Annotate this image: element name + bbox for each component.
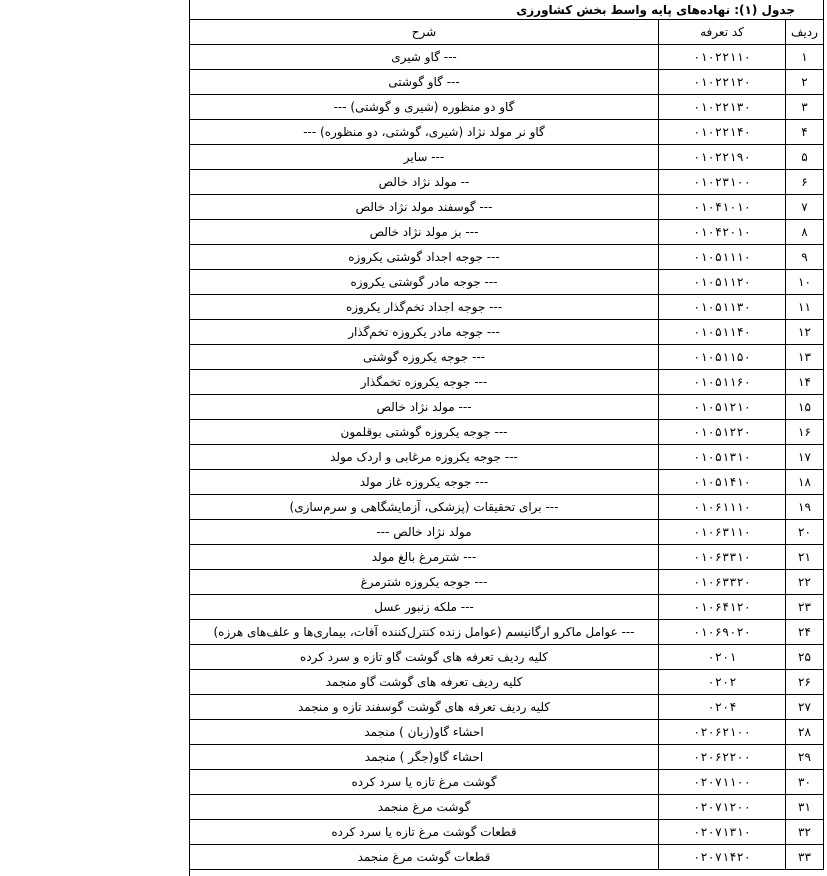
row-number: ۲۲: [786, 570, 824, 595]
row-description: -- مولد نژاد خالص: [190, 170, 659, 195]
row-number: ۲۸: [786, 720, 824, 745]
row-number: ۸: [786, 220, 824, 245]
row-description: کلیه ردیف تعرفه های گوشت گاو تازه و سرد کرده: [190, 645, 659, 670]
row-description: --- عوامل ماکرو ارگانیسم (عوامل زنده کنترل‌کننده آفات، بیماری‌ها و علف‌های هرزه): [190, 620, 659, 645]
tariff-code: ۰۲۰۶۲۱۰۰: [659, 720, 786, 745]
row-number: ۵: [786, 145, 824, 170]
row-description: --- جوجه مادر یکروزه تخم‌گذار: [190, 320, 659, 345]
table-row: [190, 320, 824, 345]
table-row: [190, 770, 824, 795]
row-number: ۳۱: [786, 795, 824, 820]
table-row: [190, 145, 824, 170]
table-row: [190, 45, 824, 70]
table-row: [190, 620, 824, 645]
row-description: گوشت مرغ تازه یا سرد کرده: [190, 770, 659, 795]
tariff-code: ۰۱۰۵۱۱۶۰: [659, 370, 786, 395]
table-row: [190, 720, 824, 745]
table-row: [190, 545, 824, 570]
tariff-code: ۰۱۰۵۱۱۴۰: [659, 320, 786, 345]
tariff-code: ۰۱۰۵۱۱۲۰: [659, 270, 786, 295]
tariff-table: [189, 0, 824, 870]
row-description: --- سایر: [190, 145, 659, 170]
row-number: ۴: [786, 120, 824, 145]
tariff-code: ۰۱۰۴۱۰۱۰: [659, 195, 786, 220]
table-row: [190, 445, 824, 470]
table-header-row: [190, 20, 824, 45]
table-row: [190, 170, 824, 195]
table-row: [190, 495, 824, 520]
tariff-code: ۰۱۰۶۱۱۱۰: [659, 495, 786, 520]
row-description: --- برای تحقیقات (پزشکی، آزمایشگاهی و سرم‌سازی): [190, 495, 659, 520]
row-description: --- گوسفند مولد نژاد خالص: [190, 195, 659, 220]
row-description: گاو نر مولد نژاد (شیری، گوشتی، دو منظوره) ---: [190, 120, 659, 145]
tariff-code: ۰۱۰۵۱۲۲۰: [659, 420, 786, 445]
tariff-code: ۰۱۰۵۱۱۱۰: [659, 245, 786, 270]
table-row: [190, 845, 824, 870]
row-number: ۱۶: [786, 420, 824, 445]
table-row: [190, 795, 824, 820]
tariff-code: ۰۲۰۷۱۴۲۰: [659, 845, 786, 870]
row-description: --- جوجه یکروزه تخمگذار: [190, 370, 659, 395]
row-number: ۲۴: [786, 620, 824, 645]
row-number: ۳۲: [786, 820, 824, 845]
row-description: قطعات گوشت مرغ منجمد: [190, 845, 659, 870]
table-row: [190, 645, 824, 670]
table-title-row: [190, 0, 824, 20]
table-row: [190, 195, 824, 220]
row-description: گوشت مرغ منجمد: [190, 795, 659, 820]
row-number: ۹: [786, 245, 824, 270]
tariff-table-container: [189, 0, 824, 870]
row-number: ۳۰: [786, 770, 824, 795]
table-title: جدول (۱): نهاده‌های پایه واسط بخش کشاورزی: [190, 0, 824, 20]
table-row: [190, 370, 824, 395]
row-number: ۲۱: [786, 545, 824, 570]
row-description: --- جوجه یکروزه مرغابی و اردک مولد: [190, 445, 659, 470]
row-description: کلیه ردیف تعرفه های گوشت گوسفند تازه و منجمد: [190, 695, 659, 720]
table-row: [190, 820, 824, 845]
row-description: --- جوجه یکروزه شترمرغ: [190, 570, 659, 595]
table-row: [190, 395, 824, 420]
tariff-code: ۰۲۰۶۲۲۰۰: [659, 745, 786, 770]
row-description: احشاء گاو(زبان ) منجمد: [190, 720, 659, 745]
row-number: ۱۴: [786, 370, 824, 395]
table-row: [190, 695, 824, 720]
row-number: ۶: [786, 170, 824, 195]
row-number: ۲۹: [786, 745, 824, 770]
row-description: --- جوجه یکروزه غاز مولد: [190, 470, 659, 495]
table-row: [190, 70, 824, 95]
row-number: ۳: [786, 95, 824, 120]
row-description: --- گاو شیری: [190, 45, 659, 70]
table-row: [190, 570, 824, 595]
table-row: [190, 520, 824, 545]
table-row: [190, 95, 824, 120]
row-description: --- گاو گوشتی: [190, 70, 659, 95]
tariff-code: ۰۱۰۶۳۳۱۰: [659, 545, 786, 570]
tariff-code: ۰۱۰۲۲۱۱۰: [659, 45, 786, 70]
tariff-code: ۰۱۰۲۲۱۹۰: [659, 145, 786, 170]
row-number: ۱۰: [786, 270, 824, 295]
row-description: احشاء گاو(جگر ) منجمد: [190, 745, 659, 770]
tariff-code: ۰۱۰۶۹۰۲۰: [659, 620, 786, 645]
table-row: [190, 245, 824, 270]
tariff-code: ۰۱۰۵۱۳۱۰: [659, 445, 786, 470]
tariff-code: ۰۱۰۶۳۳۲۰: [659, 570, 786, 595]
row-number: ۲: [786, 70, 824, 95]
row-description: مولد نژاد خالص ---: [190, 520, 659, 545]
header-description: شرح: [190, 20, 659, 45]
tariff-code: ۰۱۰۴۲۰۱۰: [659, 220, 786, 245]
row-description: قطعات گوشت مرغ تازه یا سرد کرده: [190, 820, 659, 845]
row-description: --- جوجه اجداد تخم‌گذار یکروزه: [190, 295, 659, 320]
row-number: ۱۲: [786, 320, 824, 345]
row-number: ۱: [786, 45, 824, 70]
table-row: [190, 420, 824, 445]
row-number: ۱۹: [786, 495, 824, 520]
row-description: --- جوجه مادر گوشتی یکروزه: [190, 270, 659, 295]
tariff-code: ۰۱۰۵۱۱۳۰: [659, 295, 786, 320]
row-description: --- ملکه زنبور عسل: [190, 595, 659, 620]
row-number: ۱۷: [786, 445, 824, 470]
tariff-code: ۰۱۰۲۲۱۲۰: [659, 70, 786, 95]
row-description: --- جوجه یکروزه گوشتی بوقلمون: [190, 420, 659, 445]
table-row: [190, 670, 824, 695]
row-description: --- بز مولد نژاد خالص: [190, 220, 659, 245]
tariff-code: ۰۱۰۶۴۱۲۰: [659, 595, 786, 620]
row-number: ۱۵: [786, 395, 824, 420]
row-number: ۲۵: [786, 645, 824, 670]
tariff-code: ۰۲۰۷۱۳۱۰: [659, 820, 786, 845]
tariff-code: ۰۱۰۵۱۲۱۰: [659, 395, 786, 420]
row-number: ۱۳: [786, 345, 824, 370]
tariff-code: ۰۱۰۲۲۱۴۰: [659, 120, 786, 145]
row-number: ۲۷: [786, 695, 824, 720]
header-tariff-code: کد تعرفه: [659, 20, 786, 45]
tariff-code: ۰۲۰۷۱۱۰۰: [659, 770, 786, 795]
row-number: ۷: [786, 195, 824, 220]
tariff-code: ۰۲۰۴: [659, 695, 786, 720]
tariff-code: ۰۱۰۵۱۴۱۰: [659, 470, 786, 495]
header-row-number: ردیف: [786, 20, 824, 45]
row-description: --- جوجه اجداد گوشتی یکروزه: [190, 245, 659, 270]
table-row: [190, 470, 824, 495]
row-description: گاو دو منظوره (شیری و گوشتی) ---: [190, 95, 659, 120]
row-number: ۲۳: [786, 595, 824, 620]
table-row: [190, 745, 824, 770]
table-row: [190, 295, 824, 320]
tariff-code: ۰۱۰۲۳۱۰۰: [659, 170, 786, 195]
tariff-code: ۰۲۰۱: [659, 645, 786, 670]
table-row: [190, 120, 824, 145]
table-row: [190, 270, 824, 295]
tariff-code: ۰۱۰۲۲۱۳۰: [659, 95, 786, 120]
tariff-code: ۰۲۰۲: [659, 670, 786, 695]
row-description: کلیه ردیف تعرفه های گوشت گاو منجمد: [190, 670, 659, 695]
row-number: ۱۱: [786, 295, 824, 320]
tariff-code: ۰۱۰۵۱۱۵۰: [659, 345, 786, 370]
table-row: [190, 345, 824, 370]
tariff-code: ۰۱۰۶۳۱۱۰: [659, 520, 786, 545]
tariff-code: ۰۲۰۷۱۲۰۰: [659, 795, 786, 820]
row-description: --- جوجه یکروزه گوشتی: [190, 345, 659, 370]
table-row: [190, 220, 824, 245]
row-description: --- شترمرغ بالغ مولد: [190, 545, 659, 570]
table-row: [190, 595, 824, 620]
row-description: --- مولد نژاد خالص: [190, 395, 659, 420]
row-number: ۲۰: [786, 520, 824, 545]
row-number: ۲۶: [786, 670, 824, 695]
row-number: ۳۳: [786, 845, 824, 870]
row-number: ۱۸: [786, 470, 824, 495]
